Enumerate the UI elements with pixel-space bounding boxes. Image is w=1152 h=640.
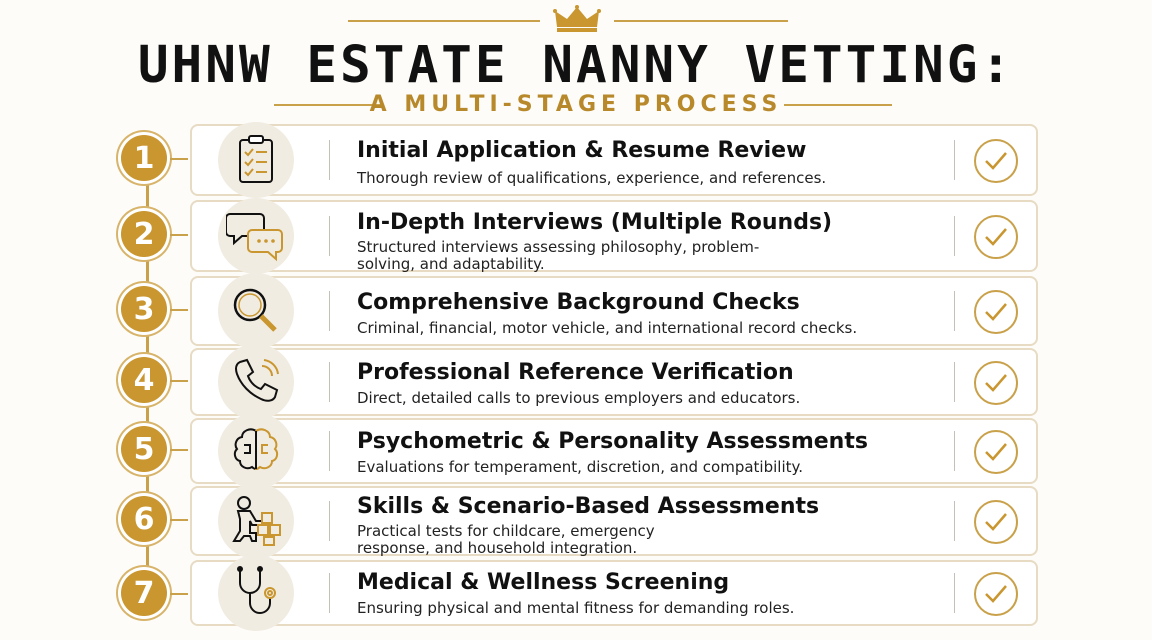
step-title: Professional Reference Verification [357, 360, 794, 385]
brain-icon [218, 413, 294, 489]
step-connector [170, 158, 188, 160]
clipboard-checklist-icon [218, 122, 294, 198]
step-1 [0, 124, 1152, 196]
page-subtitle: A MULTI-STAGE PROCESS [369, 92, 783, 117]
card-divider [329, 431, 330, 471]
card-divider [329, 573, 330, 613]
card-divider [954, 573, 955, 613]
speech-bubbles-icon [218, 198, 294, 274]
step-card [190, 418, 1038, 484]
step-description: Structured interviews assessing philosophy, problem-solving, and adaptability. [357, 238, 760, 273]
step-3 [0, 276, 1152, 346]
step-connector [170, 593, 188, 595]
checkmark-icon [974, 430, 1018, 474]
step-title: Skills & Scenario-Based Assessments [357, 494, 820, 519]
crown-right-rule [614, 20, 788, 22]
card-divider [954, 140, 955, 180]
phone-icon [218, 344, 294, 420]
step-card [190, 486, 1038, 556]
step-number-badge: 1 [121, 135, 167, 181]
step-card [190, 200, 1038, 272]
step-connector [170, 380, 188, 382]
card-divider [329, 140, 330, 180]
checkmark-icon [974, 500, 1018, 544]
step-connector [170, 309, 188, 311]
step-card [190, 348, 1038, 416]
child-blocks-icon [218, 483, 294, 559]
card-divider [329, 291, 330, 331]
step-4 [0, 348, 1152, 416]
card-divider [954, 291, 955, 331]
step-connector [170, 234, 188, 236]
card-divider [329, 216, 330, 256]
step-title: Medical & Wellness Screening [357, 570, 730, 595]
step-title: Comprehensive Background Checks [357, 290, 800, 315]
checkmark-icon [974, 361, 1018, 405]
step-description: Ensuring physical and mental fitness for demanding roles. [357, 599, 795, 617]
step-card [190, 124, 1038, 196]
step-number-badge: 7 [121, 570, 167, 616]
card-divider [954, 362, 955, 402]
checkmark-icon [974, 572, 1018, 616]
magnifying-glass-icon [218, 273, 294, 349]
step-title: In-Depth Interviews (Multiple Rounds) [357, 210, 833, 235]
step-description: Practical tests for childcare, emergency response, and household integration. [357, 522, 655, 557]
card-divider [954, 501, 955, 541]
card-divider [954, 431, 955, 471]
card-divider [329, 501, 330, 541]
step-description: Criminal, financial, motor vehicle, and international record checks. [357, 319, 858, 337]
step-card [190, 276, 1038, 346]
step-card [190, 560, 1038, 626]
step-number-badge: 4 [121, 357, 167, 403]
step-7 [0, 560, 1152, 628]
page-title: UHNW ESTATE NANNY VETTING: [137, 36, 1015, 95]
step-description: Thorough review of qualifications, experience, and references. [357, 169, 827, 187]
step-title: Initial Application & Resume Review [357, 138, 807, 163]
card-divider [329, 362, 330, 402]
step-2 [0, 200, 1152, 272]
step-description: Evaluations for temperament, discretion, and compatibility. [357, 458, 804, 476]
step-number-badge: 3 [121, 286, 167, 332]
checkmark-icon [974, 215, 1018, 259]
step-description: Direct, detailed calls to previous employers and educators. [357, 389, 801, 407]
step-6 [0, 486, 1152, 558]
step-title: Psychometric & Personality Assessments [357, 429, 868, 454]
step-number-badge: 2 [121, 211, 167, 257]
step-number-badge: 6 [121, 496, 167, 542]
checkmark-icon [974, 139, 1018, 183]
card-divider [954, 216, 955, 256]
header [0, 0, 1152, 122]
step-5 [0, 418, 1152, 484]
step-connector [170, 519, 188, 521]
step-connector [170, 449, 188, 451]
stethoscope-icon [218, 555, 294, 631]
crown-icon [553, 5, 601, 33]
crown-left-rule [348, 20, 540, 22]
checkmark-icon [974, 290, 1018, 334]
step-number-badge: 5 [121, 426, 167, 472]
subtitle-right-rule [784, 104, 892, 106]
